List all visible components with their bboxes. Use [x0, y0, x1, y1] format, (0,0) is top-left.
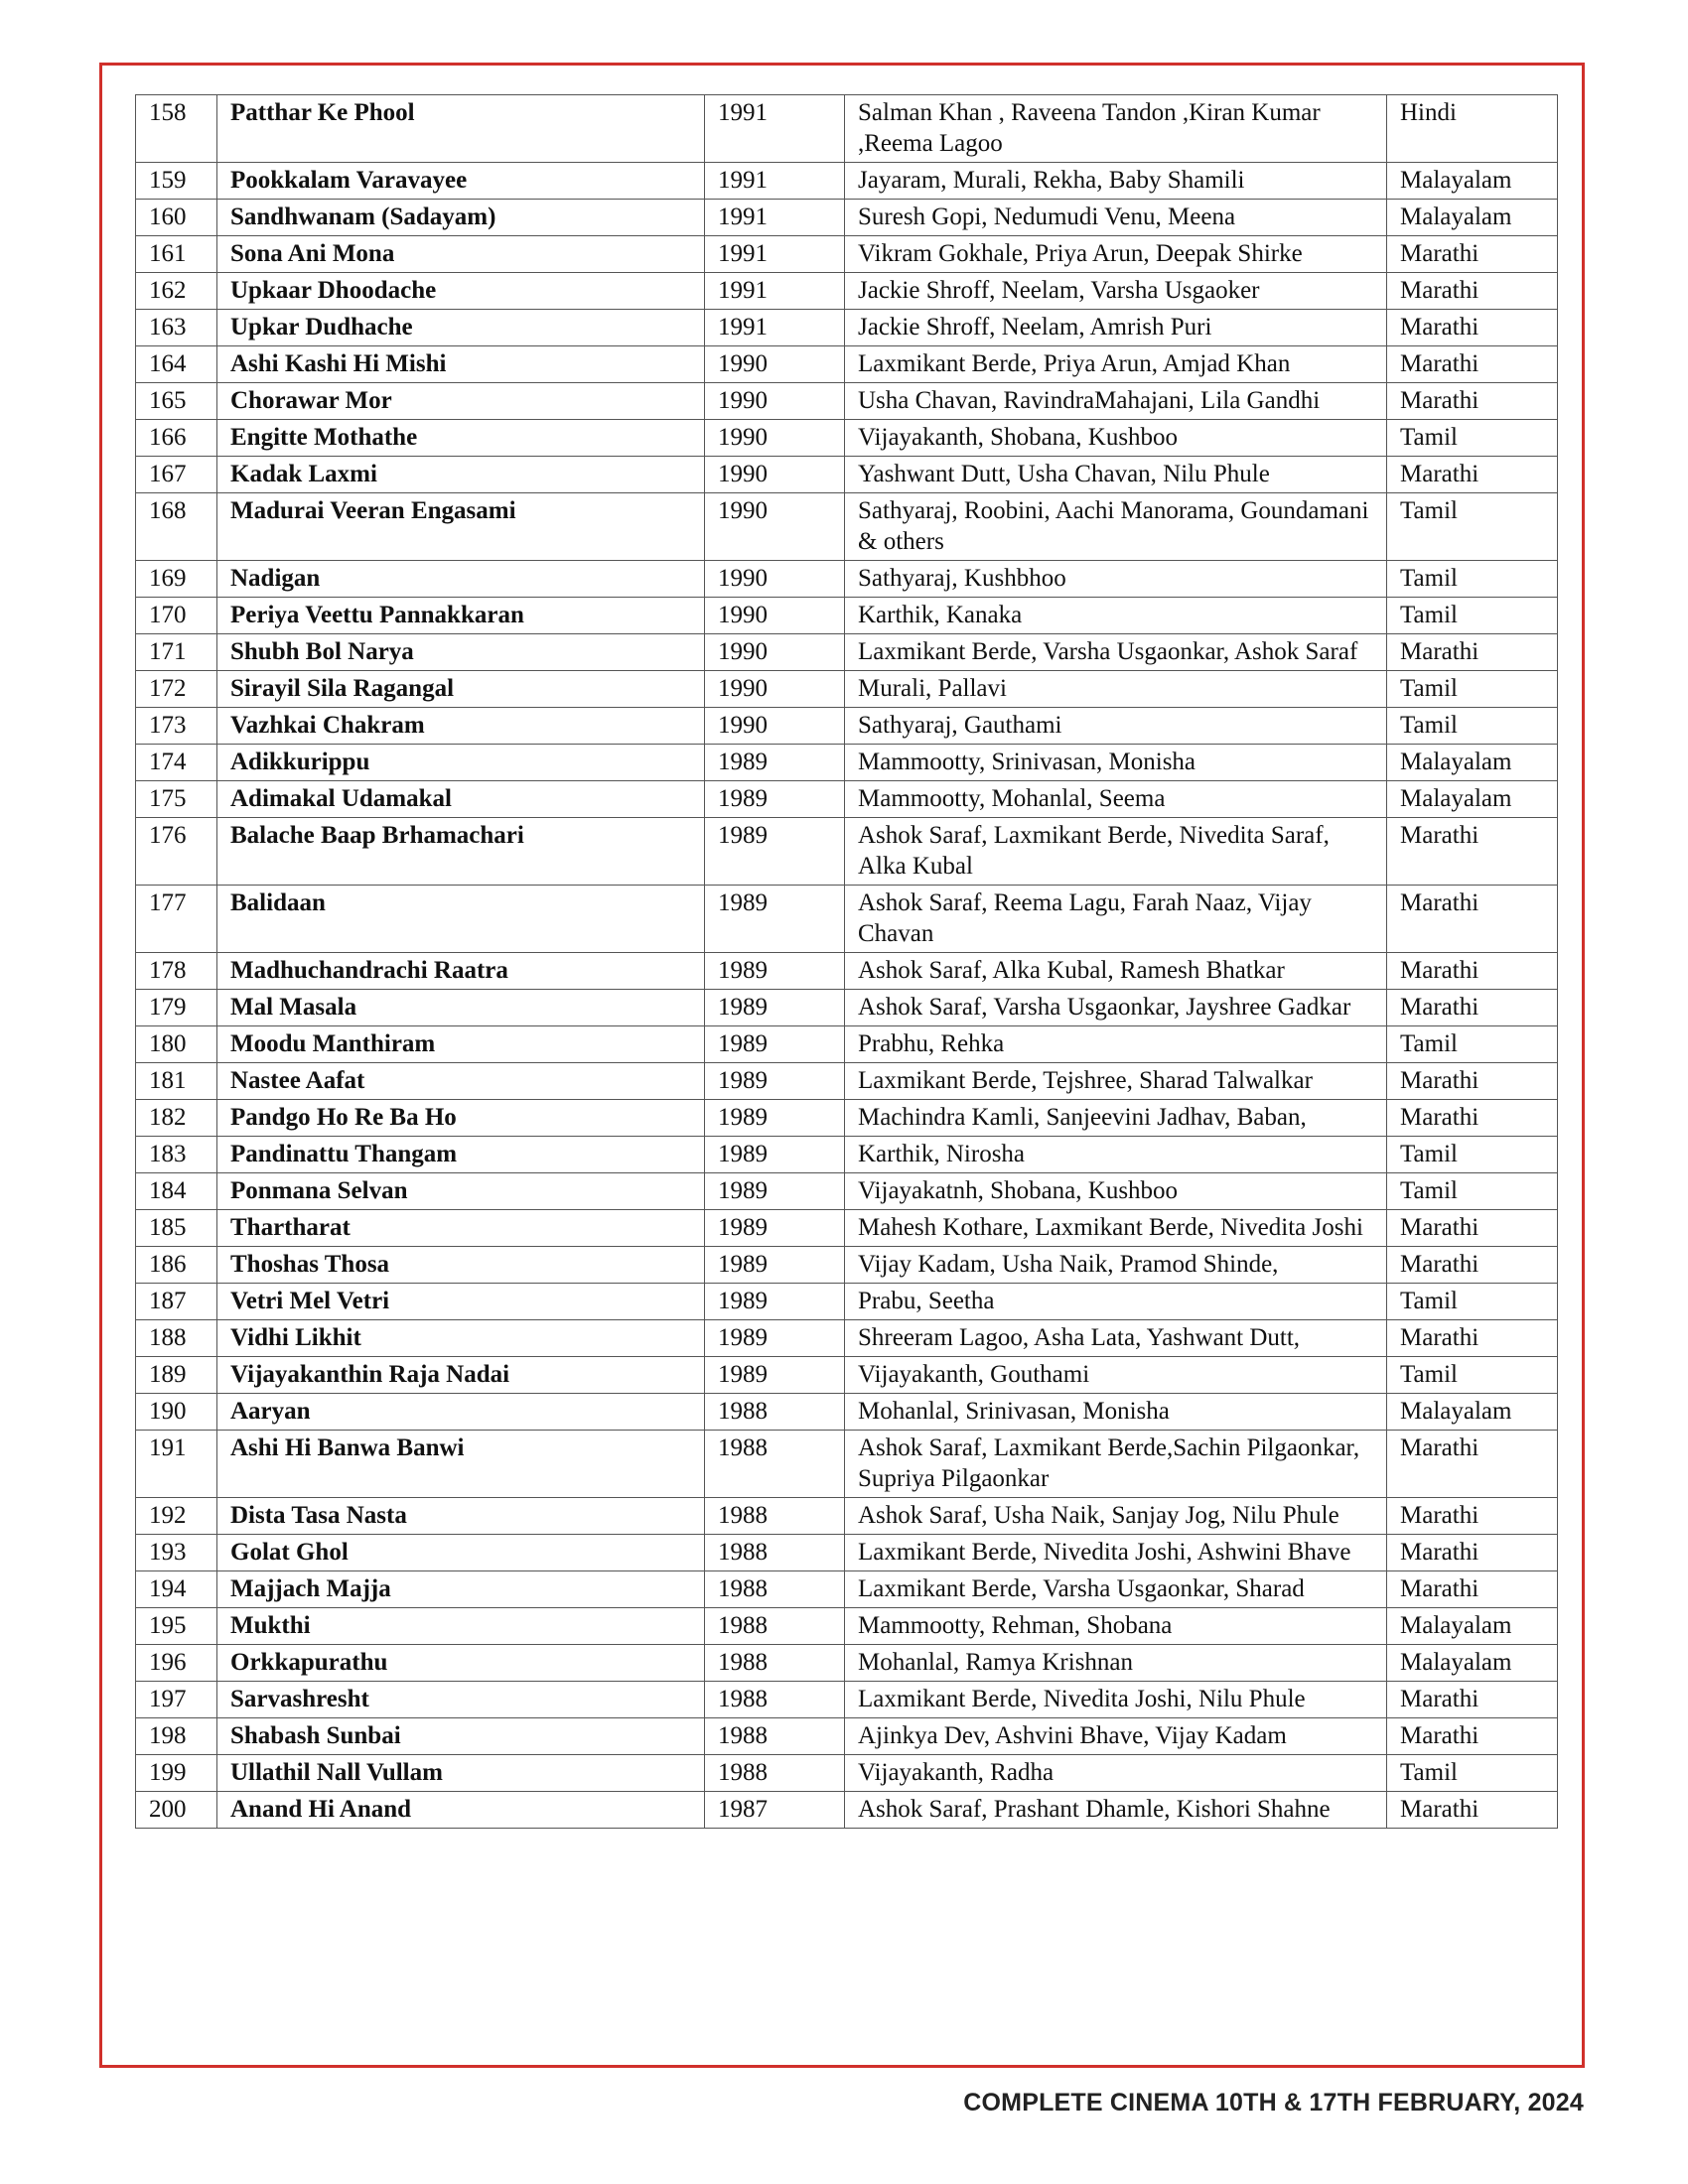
- cell-title: Vidhi Likhit: [217, 1320, 705, 1357]
- cell-no: 175: [136, 781, 217, 818]
- table-row: [136, 745, 1558, 781]
- cell-lang: Marathi: [1387, 310, 1558, 346]
- cell-year: 1989: [705, 1026, 845, 1063]
- cell-no: 173: [136, 708, 217, 745]
- table-row: [136, 420, 1558, 457]
- cell-cast: Karthik, Kanaka: [845, 598, 1387, 634]
- cell-cast: Usha Chavan, RavindraMahajani, Lila Gandhi: [845, 383, 1387, 420]
- cell-no: 166: [136, 420, 217, 457]
- cell-cast: Suresh Gopi, Nedumudi Venu, Meena: [845, 200, 1387, 236]
- cell-cast: Sathyaraj, Roobini, Aachi Manorama, Goundamani & others: [845, 493, 1387, 561]
- cell-title: Pandinattu Thangam: [217, 1137, 705, 1173]
- cell-title: Balache Baap Brhamachari: [217, 818, 705, 886]
- cell-lang: Marathi: [1387, 1498, 1558, 1535]
- cell-lang: Tamil: [1387, 493, 1558, 561]
- table-row: [136, 1535, 1558, 1571]
- cell-title: Thoshas Thosa: [217, 1247, 705, 1284]
- cell-no: 174: [136, 745, 217, 781]
- cell-no: 171: [136, 634, 217, 671]
- cell-year: 1989: [705, 745, 845, 781]
- cell-year: 1991: [705, 310, 845, 346]
- cell-no: 189: [136, 1357, 217, 1394]
- cell-lang: Marathi: [1387, 1571, 1558, 1608]
- cell-year: 1988: [705, 1571, 845, 1608]
- cell-lang: Malayalam: [1387, 1608, 1558, 1645]
- cell-title: Vijayakanthin Raja Nadai: [217, 1357, 705, 1394]
- cell-cast: Laxmikant Berde, Tejshree, Sharad Talwalkar: [845, 1063, 1387, 1100]
- cell-title: Aaryan: [217, 1394, 705, 1431]
- cell-year: 1990: [705, 457, 845, 493]
- table-row: [136, 671, 1558, 708]
- cell-title: Chorawar Mor: [217, 383, 705, 420]
- table-row: [136, 200, 1558, 236]
- cell-year: 1989: [705, 1284, 845, 1320]
- cell-no: 199: [136, 1755, 217, 1792]
- cell-year: 1988: [705, 1608, 845, 1645]
- cell-cast: Prabhu, Rehka: [845, 1026, 1387, 1063]
- table-row: [136, 236, 1558, 273]
- cell-no: 159: [136, 163, 217, 200]
- table-row: [136, 1100, 1558, 1137]
- cell-lang: Marathi: [1387, 346, 1558, 383]
- cell-title: Ashi Hi Banwa Banwi: [217, 1431, 705, 1498]
- cell-lang: Marathi: [1387, 1792, 1558, 1829]
- table-row: [136, 1210, 1558, 1247]
- cell-year: 1991: [705, 236, 845, 273]
- cell-no: 165: [136, 383, 217, 420]
- cell-lang: Malayalam: [1387, 1394, 1558, 1431]
- cell-no: 170: [136, 598, 217, 634]
- cell-title: Balidaan: [217, 886, 705, 953]
- cell-cast: Mammootty, Srinivasan, Monisha: [845, 745, 1387, 781]
- table-row: [136, 708, 1558, 745]
- cell-year: 1990: [705, 561, 845, 598]
- cell-lang: Tamil: [1387, 671, 1558, 708]
- table-row: [136, 1682, 1558, 1718]
- cell-title: Upkar Dudhache: [217, 310, 705, 346]
- cell-lang: Malayalam: [1387, 163, 1558, 200]
- table-row: [136, 1645, 1558, 1682]
- cell-cast: Mahesh Kothare, Laxmikant Berde, Nivedita Joshi: [845, 1210, 1387, 1247]
- table-row: [136, 493, 1558, 561]
- cell-title: Sarvashresht: [217, 1682, 705, 1718]
- cell-no: 168: [136, 493, 217, 561]
- cell-lang: Tamil: [1387, 1137, 1558, 1173]
- cell-cast: Ashok Saraf, Usha Naik, Sanjay Jog, Nilu Phule: [845, 1498, 1387, 1535]
- cell-cast: Shreeram Lagoo, Asha Lata, Yashwant Dutt,: [845, 1320, 1387, 1357]
- cell-title: Madhuchandrachi Raatra: [217, 953, 705, 990]
- cell-cast: Machindra Kamli, Sanjeevini Jadhav, Baban,: [845, 1100, 1387, 1137]
- cell-year: 1989: [705, 1247, 845, 1284]
- cell-lang: Marathi: [1387, 818, 1558, 886]
- cell-no: 184: [136, 1173, 217, 1210]
- cell-no: 160: [136, 200, 217, 236]
- cell-no: 158: [136, 95, 217, 163]
- cell-no: 196: [136, 1645, 217, 1682]
- cell-cast: Mohanlal, Srinivasan, Monisha: [845, 1394, 1387, 1431]
- cell-year: 1991: [705, 200, 845, 236]
- cell-no: 190: [136, 1394, 217, 1431]
- cell-no: 162: [136, 273, 217, 310]
- cell-no: 182: [136, 1100, 217, 1137]
- cell-year: 1987: [705, 1792, 845, 1829]
- table-row: [136, 1026, 1558, 1063]
- cell-year: 1989: [705, 1100, 845, 1137]
- cell-year: 1988: [705, 1645, 845, 1682]
- cell-no: 167: [136, 457, 217, 493]
- cell-cast: Vijayakanth, Radha: [845, 1755, 1387, 1792]
- cell-lang: Marathi: [1387, 457, 1558, 493]
- cell-no: 180: [136, 1026, 217, 1063]
- table-row: [136, 1608, 1558, 1645]
- cell-no: 198: [136, 1718, 217, 1755]
- cell-year: 1990: [705, 493, 845, 561]
- cell-cast: Laxmikant Berde, Varsha Usgaonkar, Sharad: [845, 1571, 1387, 1608]
- cell-no: 172: [136, 671, 217, 708]
- cell-lang: Marathi: [1387, 886, 1558, 953]
- cell-lang: Marathi: [1387, 1320, 1558, 1357]
- cell-title: Kadak Laxmi: [217, 457, 705, 493]
- cell-no: 183: [136, 1137, 217, 1173]
- cell-title: Orkkapurathu: [217, 1645, 705, 1682]
- cell-title: Mukthi: [217, 1608, 705, 1645]
- cell-cast: Vikram Gokhale, Priya Arun, Deepak Shirke: [845, 236, 1387, 273]
- cell-title: Vetri Mel Vetri: [217, 1284, 705, 1320]
- cell-year: 1989: [705, 990, 845, 1026]
- cell-cast: Ashok Saraf, Varsha Usgaonkar, Jayshree Gadkar: [845, 990, 1387, 1026]
- cell-lang: Hindi: [1387, 95, 1558, 163]
- table-row: [136, 1284, 1558, 1320]
- cell-lang: Marathi: [1387, 1063, 1558, 1100]
- cell-title: Engitte Mothathe: [217, 420, 705, 457]
- cell-lang: Marathi: [1387, 1682, 1558, 1718]
- cell-cast: Ashok Saraf, Alka Kubal, Ramesh Bhatkar: [845, 953, 1387, 990]
- table-row: [136, 163, 1558, 200]
- table-row: [136, 1173, 1558, 1210]
- table-row: [136, 1357, 1558, 1394]
- cell-lang: Marathi: [1387, 236, 1558, 273]
- table-row: [136, 818, 1558, 886]
- cell-lang: Marathi: [1387, 1431, 1558, 1498]
- table-row: [136, 1137, 1558, 1173]
- table-row: [136, 598, 1558, 634]
- table-row: [136, 990, 1558, 1026]
- cell-title: Adikkurippu: [217, 745, 705, 781]
- cell-cast: Vijayakatnh, Shobana, Kushboo: [845, 1173, 1387, 1210]
- cell-cast: Sathyaraj, Kushbhoo: [845, 561, 1387, 598]
- cell-cast: Karthik, Nirosha: [845, 1137, 1387, 1173]
- cell-cast: Mammootty, Mohanlal, Seema: [845, 781, 1387, 818]
- cell-year: 1989: [705, 1173, 845, 1210]
- cell-lang: Malayalam: [1387, 1645, 1558, 1682]
- cell-title: Dista Tasa Nasta: [217, 1498, 705, 1535]
- cell-year: 1990: [705, 420, 845, 457]
- cell-no: 177: [136, 886, 217, 953]
- table-row: [136, 1431, 1558, 1498]
- cell-cast: Jackie Shroff, Neelam, Varsha Usgaoker: [845, 273, 1387, 310]
- table-row: [136, 1063, 1558, 1100]
- cell-title: Nadigan: [217, 561, 705, 598]
- table-row: [136, 1571, 1558, 1608]
- table-row: [136, 346, 1558, 383]
- cell-no: 195: [136, 1608, 217, 1645]
- cell-cast: Murali, Pallavi: [845, 671, 1387, 708]
- cell-year: 1989: [705, 953, 845, 990]
- cell-no: 176: [136, 818, 217, 886]
- film-table-body: [136, 95, 1558, 1829]
- cell-year: 1990: [705, 383, 845, 420]
- cell-title: Pookkalam Varavayee: [217, 163, 705, 200]
- cell-title: Upkaar Dhoodache: [217, 273, 705, 310]
- cell-lang: Marathi: [1387, 953, 1558, 990]
- cell-no: 197: [136, 1682, 217, 1718]
- cell-no: 194: [136, 1571, 217, 1608]
- cell-no: 161: [136, 236, 217, 273]
- cell-lang: Malayalam: [1387, 781, 1558, 818]
- cell-cast: Yashwant Dutt, Usha Chavan, Nilu Phule: [845, 457, 1387, 493]
- cell-title: Thartharat: [217, 1210, 705, 1247]
- table-row: [136, 1394, 1558, 1431]
- cell-cast: Laxmikant Berde, Priya Arun, Amjad Khan: [845, 346, 1387, 383]
- cell-year: 1991: [705, 273, 845, 310]
- table-row: [136, 886, 1558, 953]
- cell-no: 191: [136, 1431, 217, 1498]
- cell-lang: Tamil: [1387, 420, 1558, 457]
- cell-title: Pandgo Ho Re Ba Ho: [217, 1100, 705, 1137]
- cell-cast: Laxmikant Berde, Nivedita Joshi, Nilu Phule: [845, 1682, 1387, 1718]
- cell-title: Majjach Majja: [217, 1571, 705, 1608]
- cell-year: 1991: [705, 95, 845, 163]
- cell-year: 1988: [705, 1682, 845, 1718]
- table-row: [136, 1792, 1558, 1829]
- cell-no: 192: [136, 1498, 217, 1535]
- cell-title: Vazhkai Chakram: [217, 708, 705, 745]
- table-row: [136, 457, 1558, 493]
- cell-no: 193: [136, 1535, 217, 1571]
- cell-year: 1989: [705, 1063, 845, 1100]
- cell-cast: Vijay Kadam, Usha Naik, Pramod Shinde,: [845, 1247, 1387, 1284]
- cell-year: 1988: [705, 1394, 845, 1431]
- cell-title: Patthar Ke Phool: [217, 95, 705, 163]
- cell-cast: Jayaram, Murali, Rekha, Baby Shamili: [845, 163, 1387, 200]
- cell-no: 169: [136, 561, 217, 598]
- cell-cast: Prabu, Seetha: [845, 1284, 1387, 1320]
- cell-lang: Tamil: [1387, 708, 1558, 745]
- cell-year: 1988: [705, 1498, 845, 1535]
- cell-lang: Tamil: [1387, 598, 1558, 634]
- cell-no: 200: [136, 1792, 217, 1829]
- table-row: [136, 383, 1558, 420]
- cell-lang: Marathi: [1387, 1100, 1558, 1137]
- cell-year: 1989: [705, 818, 845, 886]
- cell-cast: Ashok Saraf, Laxmikant Berde, Nivedita Saraf, Alka Kubal: [845, 818, 1387, 886]
- cell-cast: Jackie Shroff, Neelam, Amrish Puri: [845, 310, 1387, 346]
- cell-cast: Vijayakanth, Gouthami: [845, 1357, 1387, 1394]
- cell-title: Nastee Aafat: [217, 1063, 705, 1100]
- cell-lang: Tamil: [1387, 1357, 1558, 1394]
- cell-lang: Malayalam: [1387, 745, 1558, 781]
- cell-year: 1988: [705, 1535, 845, 1571]
- cell-cast: Mammootty, Rehman, Shobana: [845, 1608, 1387, 1645]
- cell-year: 1988: [705, 1755, 845, 1792]
- cell-cast: Ashok Saraf, Prashant Dhamle, Kishori Shahne: [845, 1792, 1387, 1829]
- cell-lang: Marathi: [1387, 273, 1558, 310]
- cell-no: 179: [136, 990, 217, 1026]
- cell-no: 187: [136, 1284, 217, 1320]
- table-row: [136, 1320, 1558, 1357]
- cell-lang: Malayalam: [1387, 200, 1558, 236]
- cell-lang: Marathi: [1387, 1718, 1558, 1755]
- table-row: [136, 1755, 1558, 1792]
- cell-year: 1989: [705, 1137, 845, 1173]
- cell-lang: Marathi: [1387, 383, 1558, 420]
- cell-title: Ashi Kashi Hi Mishi: [217, 346, 705, 383]
- cell-cast: Salman Khan , Raveena Tandon ,Kiran Kumar ,Reema Lagoo: [845, 95, 1387, 163]
- cell-no: 186: [136, 1247, 217, 1284]
- table-row: [136, 953, 1558, 990]
- table-row: [136, 634, 1558, 671]
- cell-lang: Marathi: [1387, 990, 1558, 1026]
- cell-lang: Marathi: [1387, 1247, 1558, 1284]
- table-row: [136, 781, 1558, 818]
- table-row: [136, 1718, 1558, 1755]
- cell-title: Ullathil Nall Vullam: [217, 1755, 705, 1792]
- cell-year: 1989: [705, 1357, 845, 1394]
- cell-lang: Marathi: [1387, 1210, 1558, 1247]
- cell-cast: Laxmikant Berde, Nivedita Joshi, Ashwini Bhave: [845, 1535, 1387, 1571]
- cell-cast: Laxmikant Berde, Varsha Usgaonkar, Ashok Saraf: [845, 634, 1387, 671]
- cell-title: Shabash Sunbai: [217, 1718, 705, 1755]
- cell-lang: Marathi: [1387, 634, 1558, 671]
- cell-title: Mal Masala: [217, 990, 705, 1026]
- cell-lang: Tamil: [1387, 1173, 1558, 1210]
- footer-text: COMPLETE CINEMA 10TH & 17TH FEBRUARY, 2024: [963, 2089, 1584, 2116]
- cell-year: 1990: [705, 346, 845, 383]
- cell-lang: Tamil: [1387, 1284, 1558, 1320]
- cell-title: Sona Ani Mona: [217, 236, 705, 273]
- cell-cast: Mohanlal, Ramya Krishnan: [845, 1645, 1387, 1682]
- cell-no: 163: [136, 310, 217, 346]
- cell-year: 1990: [705, 708, 845, 745]
- cell-year: 1989: [705, 1210, 845, 1247]
- cell-year: 1990: [705, 671, 845, 708]
- cell-title: Periya Veettu Pannakkaran: [217, 598, 705, 634]
- cell-cast: Ashok Saraf, Laxmikant Berde,Sachin Pilgaonkar, Supriya Pilgaonkar: [845, 1431, 1387, 1498]
- cell-title: Ponmana Selvan: [217, 1173, 705, 1210]
- cell-no: 185: [136, 1210, 217, 1247]
- cell-title: Adimakal Udamakal: [217, 781, 705, 818]
- cell-cast: Sathyaraj, Gauthami: [845, 708, 1387, 745]
- cell-title: Madurai Veeran Engasami: [217, 493, 705, 561]
- cell-cast: Ajinkya Dev, Ashvini Bhave, Vijay Kadam: [845, 1718, 1387, 1755]
- cell-year: 1989: [705, 781, 845, 818]
- film-table: [135, 94, 1558, 1829]
- cell-year: 1988: [705, 1431, 845, 1498]
- cell-title: Golat Ghol: [217, 1535, 705, 1571]
- cell-no: 188: [136, 1320, 217, 1357]
- cell-title: Shubh Bol Narya: [217, 634, 705, 671]
- cell-year: 1989: [705, 886, 845, 953]
- table-row: [136, 1247, 1558, 1284]
- cell-no: 181: [136, 1063, 217, 1100]
- cell-year: 1990: [705, 598, 845, 634]
- table-row: [136, 310, 1558, 346]
- cell-cast: Vijayakanth, Shobana, Kushboo: [845, 420, 1387, 457]
- cell-title: Sirayil Sila Ragangal: [217, 671, 705, 708]
- cell-lang: Tamil: [1387, 561, 1558, 598]
- cell-year: 1991: [705, 163, 845, 200]
- table-row: [136, 95, 1558, 163]
- cell-year: 1990: [705, 634, 845, 671]
- cell-title: Anand Hi Anand: [217, 1792, 705, 1829]
- cell-lang: Tamil: [1387, 1755, 1558, 1792]
- cell-no: 178: [136, 953, 217, 990]
- cell-cast: Ashok Saraf, Reema Lagu, Farah Naaz, Vijay Chavan: [845, 886, 1387, 953]
- table-row: [136, 273, 1558, 310]
- cell-lang: Marathi: [1387, 1535, 1558, 1571]
- table-row: [136, 561, 1558, 598]
- cell-no: 164: [136, 346, 217, 383]
- cell-year: 1989: [705, 1320, 845, 1357]
- cell-year: 1988: [705, 1718, 845, 1755]
- cell-title: Sandhwanam (Sadayam): [217, 200, 705, 236]
- cell-title: Moodu Manthiram: [217, 1026, 705, 1063]
- cell-lang: Tamil: [1387, 1026, 1558, 1063]
- table-row: [136, 1498, 1558, 1535]
